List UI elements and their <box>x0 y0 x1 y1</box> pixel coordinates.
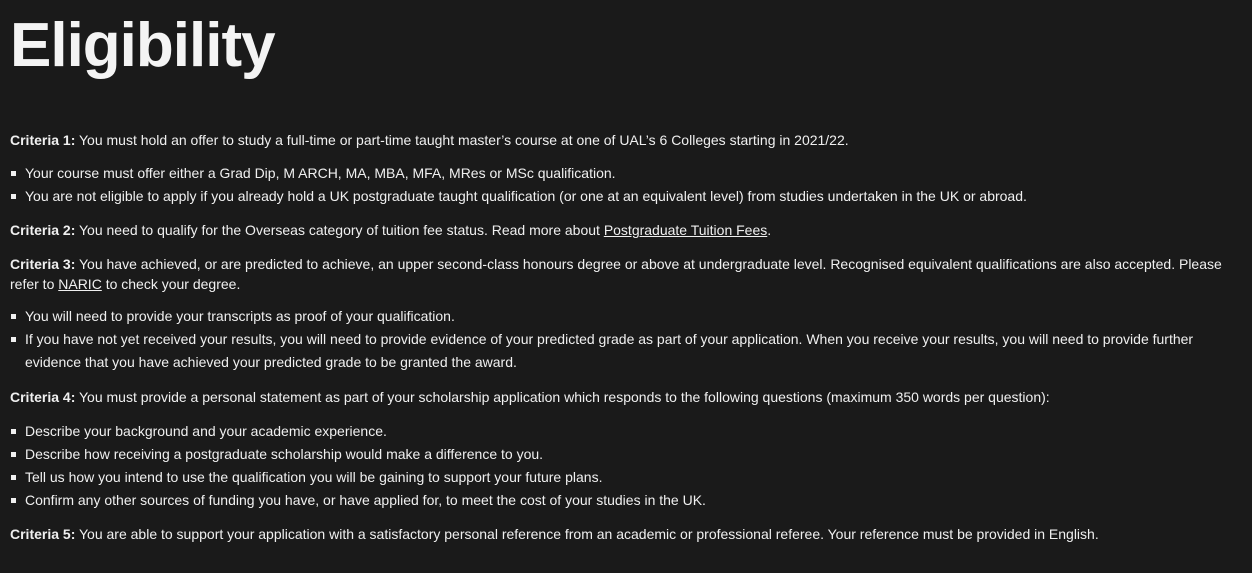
list-item <box>10 420 1246 443</box>
list-item <box>10 466 1246 489</box>
criteria-5 <box>10 524 1246 544</box>
criteria-4 <box>10 387 1246 407</box>
criteria-5-text: You are able to support your application with a satisfactory personal reference from an academic or professional referee. Your reference must be provided in English. <box>75 526 1099 542</box>
bullet-icon <box>11 194 16 199</box>
criteria-4-text: You must provide a personal statement as part of your scholarship application which responds to the following questions (maximum 350 words per question): <box>75 389 1050 405</box>
list-item-text: If you have not yet received your results, you will need to provide evidence of your predicted grade as part of your application. When you receive your results, you will need to provide further evidence that you have achieved your predicted grade to be granted the award. <box>25 331 1194 370</box>
bullet-icon <box>11 171 16 176</box>
criteria-3 <box>10 254 1246 294</box>
bullet-icon <box>11 314 16 319</box>
list-item-text: You will need to provide your transcripts as proof of your qualification. <box>25 308 455 324</box>
criteria-5-label: Criteria 5: <box>10 526 76 542</box>
list-item-text: You are not eligible to apply if you already hold a UK postgraduate taught qualification (or one at an equivalent level) from studies undertaken in the UK or abroad. <box>25 188 1027 204</box>
criteria-2-end: . <box>767 222 772 238</box>
page-title: Eligibility <box>10 11 275 80</box>
postgraduate-tuition-fees-link[interactable]: Postgraduate Tuition Fees <box>603 222 768 238</box>
criteria-2 <box>10 220 1246 240</box>
list-item <box>10 185 1246 208</box>
criteria-3-text: You have achieved, or are predicted to achieve, an upper second-class honours degree or above at undergraduate level. Recognised equivalent qualifications are also accepted. Please refer to <box>10 256 1222 292</box>
list-item <box>10 162 1246 185</box>
list-item <box>10 489 1246 512</box>
list-item-text: Tell us how you intend to use the qualification you will be gaining to support your future plans. <box>25 469 603 485</box>
bullet-icon <box>11 337 16 342</box>
criteria-1 <box>10 130 1246 150</box>
criteria-3-label: Criteria 3: <box>10 256 76 272</box>
criteria-1-list <box>10 162 1246 208</box>
criteria-3-end: to check your degree. <box>101 276 241 292</box>
criteria-2-label: Criteria 2: <box>10 222 76 238</box>
list-item-text: Your course must offer either a Grad Dip, M ARCH, MA, MBA, MFA, MRes or MSc qualification. <box>25 165 616 181</box>
list-item <box>10 443 1246 466</box>
bullet-icon <box>11 429 16 434</box>
bullet-icon <box>11 475 16 480</box>
list-item-text: Describe your background and your academic experience. <box>25 423 387 439</box>
criteria-4-label: Criteria 4: <box>10 389 76 405</box>
criteria-1-label: Criteria 1: <box>10 132 76 148</box>
criteria-4-list <box>10 420 1246 512</box>
list-item-text: Describe how receiving a postgraduate scholarship would make a difference to you. <box>25 446 544 462</box>
list-item-text: Confirm any other sources of funding you have, or have applied for, to meet the cost of your studies in the UK. <box>25 492 706 508</box>
criteria-3-list <box>10 305 1246 374</box>
eligibility-section <box>10 0 1246 544</box>
list-item <box>10 305 1246 328</box>
criteria-2-text: You need to qualify for the Overseas category of tuition fee status. Read more about <box>75 222 604 238</box>
bullet-icon <box>11 498 16 503</box>
bullet-icon <box>11 452 16 457</box>
list-item <box>10 328 1246 374</box>
criteria-1-text: You must hold an offer to study a full-time or part-time taught master’s course at one of UAL’s 6 Colleges starting in 2021/22. <box>75 132 849 148</box>
naric-link[interactable]: NARIC <box>58 276 102 292</box>
